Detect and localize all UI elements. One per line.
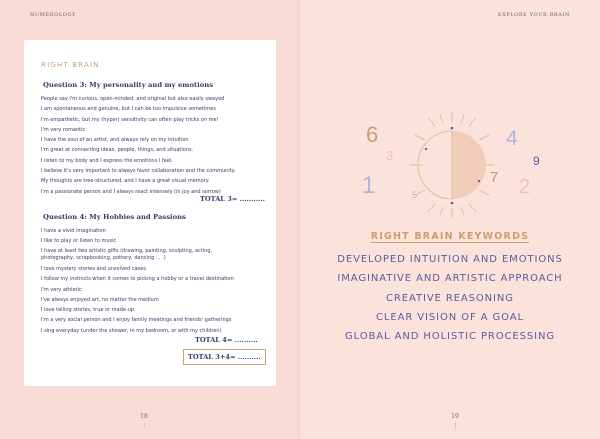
number-mark: 1 — [362, 172, 376, 199]
keyword-item: IMAGINATIVE AND ARTISTIC APPROACH — [337, 273, 563, 285]
number-mark: 3 — [386, 148, 394, 163]
list-item: I like to play or listen to music — [41, 238, 117, 245]
list-item: I am spontaneous and genuine, but I can be too impulsive sometimes — [41, 106, 216, 113]
number-mark: 4 — [506, 127, 518, 150]
list-item: I have at least two artistic gifts (drawing, painting, sculpting, acting, photography, scrapbooking, pottery, dancing . . .) — [41, 248, 213, 262]
list-item: I sing everyday (under the shower, in my bedroom, or with my children) — [41, 327, 222, 334]
keywords-heading — [300, 231, 600, 243]
number-mark: 7 — [490, 169, 499, 186]
list-item: I'm great at connecting ideas, people, things, and situations. — [41, 147, 194, 154]
number-mark: 5 — [412, 190, 418, 200]
keyword-item: CLEAR VISION OF A GOAL — [376, 311, 524, 323]
total-3-field[interactable]: TOTAL 3= ........... — [200, 195, 265, 203]
list-item: I listen to my body and I express the emotions I feel. — [41, 157, 173, 164]
number-mark: 2 — [519, 176, 531, 198]
running-head-right: EXPLORE YOUR BRAIN — [497, 12, 570, 18]
list-item: I have the soul of an artist, and always rely on my intuition — [41, 137, 189, 144]
page-number-right: 19 — [440, 413, 470, 428]
list-item: I love telling stories, true or made-up — [41, 307, 135, 314]
list-item: I believe it's very important to always favor collaboration and the community. — [41, 168, 236, 175]
dot — [451, 202, 454, 205]
dot — [451, 127, 454, 130]
page-number-left: 18 — [129, 413, 159, 428]
questionnaire-card — [24, 40, 276, 386]
keywords-list — [300, 250, 600, 346]
question-4-title: Question 4: My Hobbies and Passions — [43, 213, 186, 221]
question-3-title: Question 3: My personality and my emotions — [43, 81, 214, 89]
keyword-item: DEVELOPED INTUITION AND EMOTIONS — [337, 254, 563, 265]
dot — [425, 148, 427, 150]
running-head-left: NUMEROLOGY — [30, 12, 76, 18]
number-mark: 9 — [533, 154, 540, 168]
half-sun-with-numbers-icon — [356, 110, 546, 220]
sun-outline — [418, 131, 452, 199]
list-item: I'm very romantic — [41, 126, 86, 133]
question-3-list — [41, 94, 236, 197]
list-item: I love mystery stories and unsolved cases. — [41, 266, 148, 272]
list-item: I've always enjoyed art, no matter the medium — [41, 296, 159, 303]
keyword-item: GLOBAL AND HOLISTIC PROCESSING — [345, 331, 555, 343]
list-item: I'm a passionate person and I always react intensely (in joy and sorrow) — [41, 188, 221, 195]
list-item: My thoughts are tree-structured, and I have a great visual memory. — [41, 178, 210, 185]
question-4-list — [41, 226, 241, 336]
half-sun-disc — [452, 131, 486, 199]
number-mark: 6 — [366, 122, 379, 147]
list-item: I'm a very social person and I enjoy family meetings and friends' gatherings — [41, 317, 232, 324]
total-3-plus-4-field[interactable]: TOTAL 3+4= .......... — [183, 349, 266, 365]
list-item: People say I'm curious, open-minded, and original but also easily swayed — [41, 96, 225, 102]
keywords-heading-text: RIGHT BRAIN KEYWORDS — [370, 231, 530, 242]
dot — [478, 180, 480, 182]
keyword-item: CREATIVE REASONING — [386, 292, 514, 304]
list-item: I have a vivid imagination — [41, 228, 106, 234]
list-item: I follow my instincts when it comes to picking a hobby or a travel destination — [41, 276, 234, 283]
section-label: RIGHT BRAIN — [41, 60, 100, 69]
list-item: I'm empathetic, but my (hyper) sensitivity can often play tricks on me! — [41, 116, 219, 123]
right-page — [300, 0, 600, 439]
list-item: I'm very athletic — [41, 286, 82, 293]
total-4-field[interactable]: TOTAL 4= .......... — [195, 336, 258, 344]
